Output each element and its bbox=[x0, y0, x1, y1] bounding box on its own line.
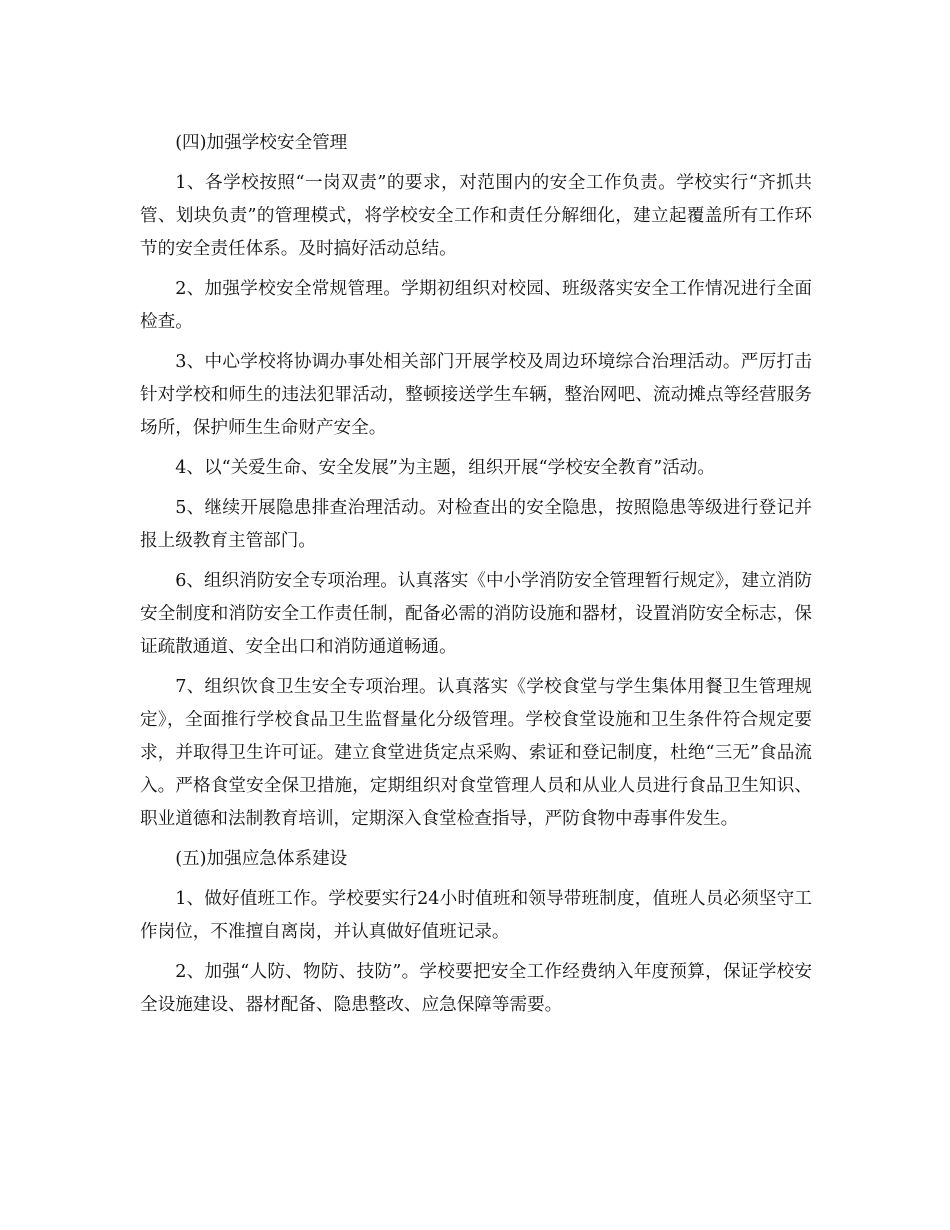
paragraph-4-4: 4、以“关爱生命、安全发展”为主题，组织开展“学校安全教育”活动。 bbox=[175, 458, 715, 478]
paragraph-4-1: 1、各学校按照“一岗双责”的要求，对范围内的安全工作负责。学校实行“齐抓共管、划块负责”的管理模式，将学校安全工作和责任分解细化，建立起覆盖所有工作环节的安全责任体系。及时搞好活动总结。 bbox=[140, 173, 812, 259]
section-heading-5: (五)加强应急体系建设 bbox=[175, 849, 348, 869]
document-body bbox=[140, 127, 812, 1029]
section-heading-4: (四)加强学校安全管理 bbox=[175, 133, 348, 153]
paragraph-5-2: 2、加强“人防、物防、技防”。学校要把安全工作经费纳入年度预算，保证学校安全设施建设、器材配备、隐患整改、应急保障等需要。 bbox=[140, 962, 812, 1015]
paragraph-4-5: 5、继续开展隐患排查治理活动。对检查出的安全隐患，按照隐患等级进行登记并报上级教育主管部门。 bbox=[140, 498, 812, 551]
paragraph-4-3: 3、中心学校将协调办事处相关部门开展学校及周边环境综合治理活动。严厉打击针对学校和师生的违法犯罪活动，整顿接送学生车辆，整治网吧、流动摊点等经营服务场所，保护师生生命财产安全。 bbox=[140, 352, 812, 438]
paragraph-4-2: 2、加强学校安全常规管理。学期初组织对校园、班级落实安全工作情况进行全面检查。 bbox=[140, 279, 812, 332]
paragraph-4-7: 7、组织饮食卫生安全专项治理。认真落实《学校食堂与学生集体用餐卫生管理规定》，全面推行学校食品卫生监督量化分级管理。学校食堂设施和卫生条件符合规定要求，并取得卫生许可证。建立食堂进货定点采购、索证和登记制度，杜绝“三无”食品流入。严格食堂安全保卫措施，定期组织对食堂管理人员和从业人员进行食品卫生知识、职业道德和法制教育培训，定期深入食堂检查指导，严防食物中毒事件发生。 bbox=[140, 677, 812, 829]
paragraph-5-1: 1、做好值班工作。学校要实行24小时值班和领导带班制度，值班人员必须坚守工作岗位，不准擅自离岗，并认真做好值班记录。 bbox=[140, 889, 812, 942]
paragraph-4-6: 6、组织消防安全专项治理。认真落实《中小学消防安全管理暂行规定》，建立消防安全制度和消防安全工作责任制，配备必需的消防设施和器材，设置消防安全标志，保证疏散通道、安全出口和消防通道畅通。 bbox=[140, 571, 812, 657]
